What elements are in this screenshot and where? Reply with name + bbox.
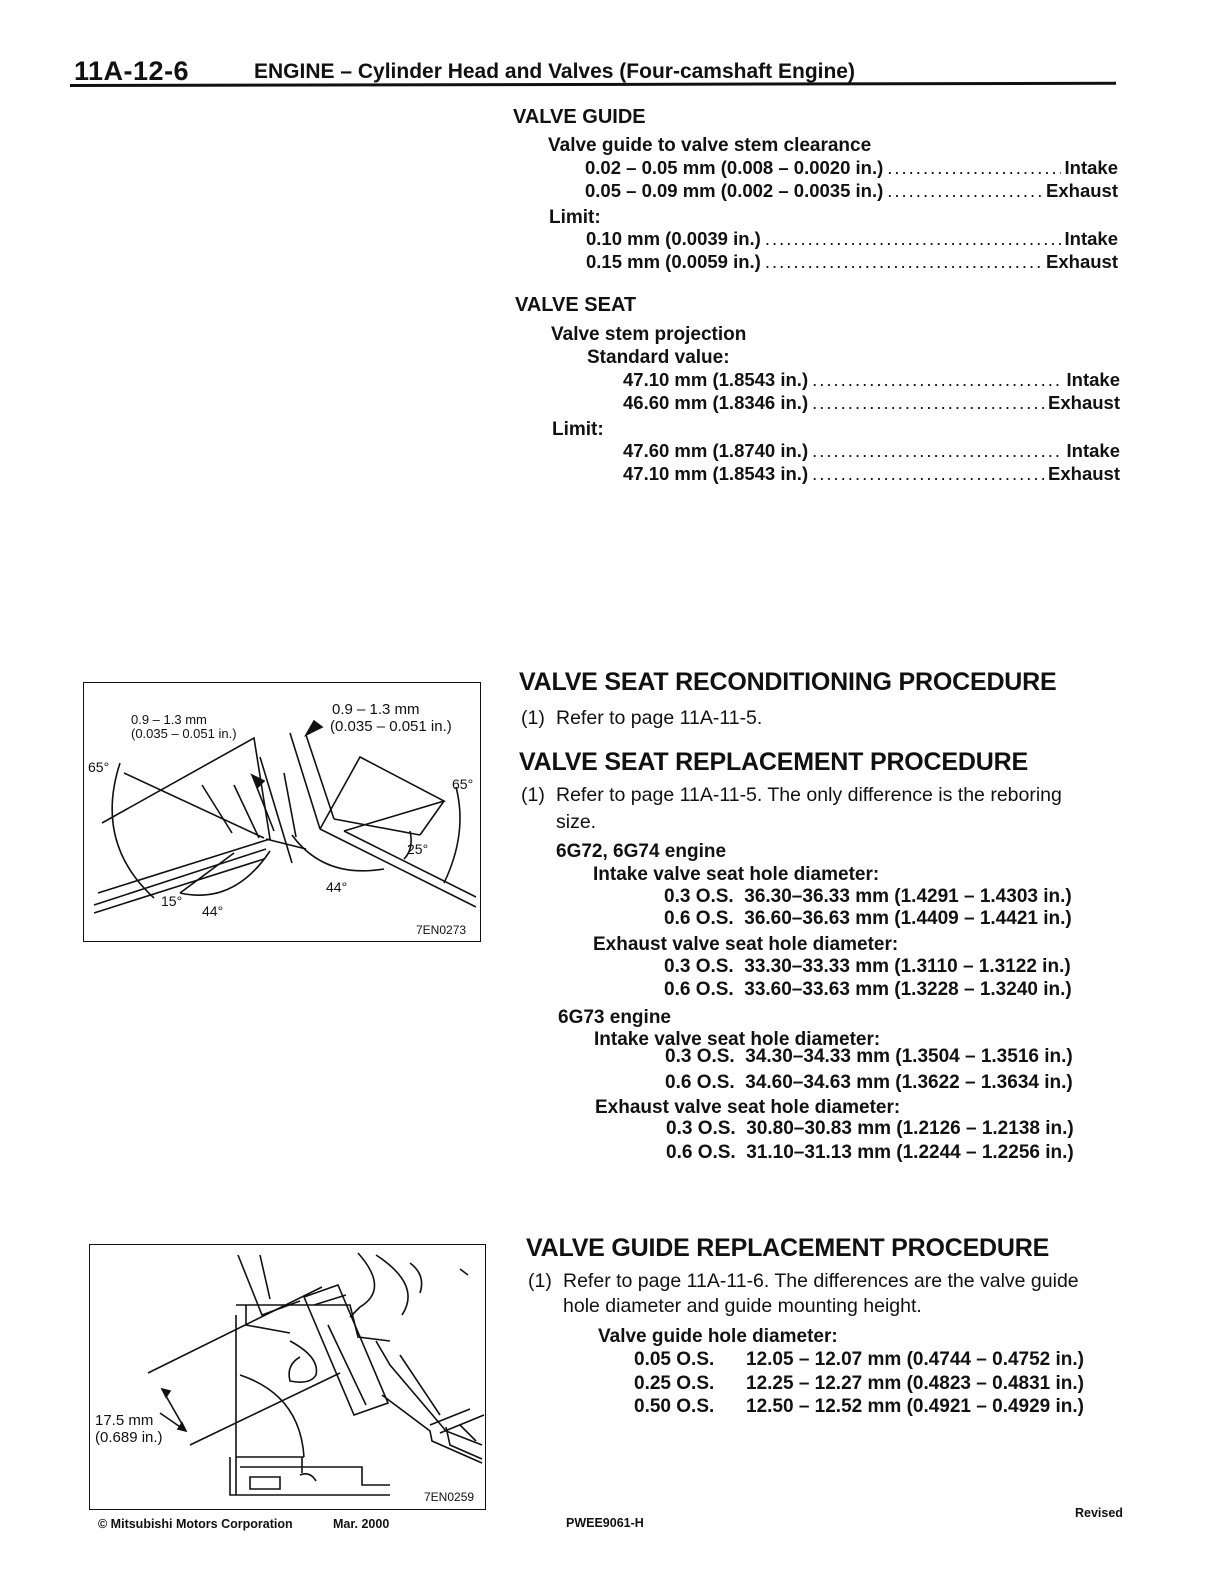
row-side: Intake xyxy=(1064,157,1118,178)
os-size: 0.05 O.S. xyxy=(634,1349,715,1370)
engine-b-exhaust-label: Exhaust valve seat hole diameter: xyxy=(595,1097,901,1118)
valve-seat-angle-figure xyxy=(83,682,481,942)
valve-guide-limit-label: Limit: xyxy=(549,207,601,228)
reconditioning-step-text: Refer to page 11A-11-5. xyxy=(556,707,763,729)
dim-line1: 17.5 mm xyxy=(95,1412,154,1429)
os-size: 0.25 O.S. xyxy=(634,1373,715,1394)
os-value: 36.30–36.33 mm (1.4291 – 1.4303 in.) xyxy=(744,886,1072,907)
engine-b-exhaust-row xyxy=(666,1142,1074,1164)
engine-b-intake-label: Intake valve seat hole diameter: xyxy=(594,1029,881,1050)
leader-dots xyxy=(765,228,1061,250)
footer-copyright: © Mitsubishi Motors Corporation xyxy=(98,1517,293,1531)
row-side: Exhaust xyxy=(1048,392,1120,413)
reconditioning-step-number: (1) xyxy=(521,707,545,729)
row-value: 0.02 – 0.05 mm (0.008 – 0.0020 in.) xyxy=(585,157,884,178)
valve-guide-drawing xyxy=(90,1245,485,1509)
page-title: ENGINE – Cylinder Head and Valves (Four-camshaft Engine) xyxy=(254,60,855,83)
dim-right-line2: (0.035 – 0.051 in.) xyxy=(330,718,452,735)
valve-seat-std-row-intake xyxy=(623,369,1120,391)
valve-guide-std-row-exhaust xyxy=(585,180,1118,202)
figure-code: 7EN0259 xyxy=(424,1490,475,1504)
figure-code: 7EN0273 xyxy=(416,923,467,937)
valve-guide-std-row-intake xyxy=(585,157,1118,179)
angle-44-right: 44° xyxy=(326,879,348,895)
engine-b-exhaust-row xyxy=(666,1118,1074,1140)
valve-seat-limit-label: Limit: xyxy=(552,419,604,440)
row-value: 47.10 mm (1.8543 in.) xyxy=(623,369,809,390)
os-size: 0.50 O.S. xyxy=(634,1396,715,1417)
leader-dots xyxy=(765,251,1042,273)
engine-a-intake-label: Intake valve seat hole diameter: xyxy=(593,864,880,885)
row-value: 47.10 mm (1.8543 in.) xyxy=(623,463,809,484)
dim-right-line1: 0.9 – 1.3 mm xyxy=(332,701,420,718)
engine-6g73-label: 6G73 engine xyxy=(558,1007,671,1028)
os-value: 33.60–33.63 mm (1.3228 – 1.3240 in.) xyxy=(744,979,1072,1000)
valve-seat-limit-row-exhaust xyxy=(623,463,1120,485)
valve-guide-clearance-label: Valve guide to valve stem clearance xyxy=(548,135,872,156)
replacement-heading: VALVE SEAT REPLACEMENT PROCEDURE xyxy=(519,748,1028,776)
replacement-step-line2: size. xyxy=(556,811,597,833)
engine-b-intake-row xyxy=(665,1046,1073,1068)
valve-stem-projection-label: Valve stem projection xyxy=(551,324,747,345)
angle-65-left: 65° xyxy=(88,759,110,775)
angle-44-left: 44° xyxy=(202,903,224,919)
header-rule xyxy=(70,82,1116,87)
os-size: 0.3 O.S. xyxy=(665,1046,735,1067)
replacement-step-number: (1) xyxy=(521,784,545,806)
guide-replacement-heading: VALVE GUIDE REPLACEMENT PROCEDURE xyxy=(526,1234,1050,1262)
footer-doc-code: PWEE9061-H xyxy=(566,1516,644,1530)
os-value: 12.05 – 12.07 mm (0.4744 – 0.4752 in.) xyxy=(746,1349,1085,1370)
os-value: 30.80–30.83 mm (1.2126 – 1.2138 in.) xyxy=(746,1118,1074,1139)
guide-hole-row xyxy=(634,1396,1084,1418)
os-size: 0.3 O.S. xyxy=(664,886,734,907)
valve-guide-limit-row-intake xyxy=(586,228,1118,250)
os-value: 36.60–36.63 mm (1.4409 – 1.4421 in.) xyxy=(744,908,1072,929)
page-code: 11A-12-6 xyxy=(74,56,190,86)
os-value: 12.50 – 12.52 mm (0.4921 – 0.4929 in.) xyxy=(746,1396,1085,1417)
guide-hole-diameter-label: Valve guide hole diameter: xyxy=(598,1326,838,1347)
os-value: 31.10–31.13 mm (1.2244 – 1.2256 in.) xyxy=(746,1142,1074,1163)
angle-25: 25° xyxy=(407,841,429,857)
row-value: 0.05 – 0.09 mm (0.002 – 0.0035 in.) xyxy=(585,180,884,201)
os-size: 0.3 O.S. xyxy=(664,956,734,977)
os-value: 34.30–34.33 mm (1.3504 – 1.3516 in.) xyxy=(745,1046,1073,1067)
os-value: 34.60–34.63 mm (1.3622 – 1.3634 in.) xyxy=(745,1072,1073,1093)
valve-seat-std-row-exhaust xyxy=(623,392,1120,414)
os-value: 12.25 – 12.27 mm (0.4823 – 0.4831 in.) xyxy=(746,1373,1085,1394)
leader-dots xyxy=(887,180,1042,202)
leader-dots xyxy=(812,392,1044,414)
dim-left-line2: (0.035 – 0.051 in.) xyxy=(131,726,237,741)
guide-replacement-step-line1: Refer to page 11A-11-6. The differences are the valve guide xyxy=(563,1270,1079,1292)
guide-replacement-step-line2: hole diameter and guide mounting height. xyxy=(563,1295,922,1317)
os-value: 33.30–33.33 mm (1.3110 – 1.3122 in.) xyxy=(744,956,1071,977)
row-value: 47.60 mm (1.8740 in.) xyxy=(623,440,809,461)
reconditioning-heading: VALVE SEAT RECONDITIONING PROCEDURE xyxy=(519,668,1057,696)
angle-15: 15° xyxy=(161,893,183,909)
engine-a-exhaust-row xyxy=(664,956,1071,978)
valve-seat-limit-row-intake xyxy=(623,440,1120,462)
footer-date: Mar. 2000 xyxy=(333,1517,390,1531)
row-side: Intake xyxy=(1066,369,1120,390)
dim-guide-height xyxy=(95,1412,163,1446)
row-side: Exhaust xyxy=(1048,463,1120,484)
dim-line2: (0.689 in.) xyxy=(95,1429,163,1446)
valve-guide-height-figure xyxy=(89,1244,486,1510)
row-side: Intake xyxy=(1066,440,1120,461)
os-size: 0.6 O.S. xyxy=(666,1142,736,1163)
guide-hole-row xyxy=(634,1373,1084,1395)
engine-a-exhaust-row xyxy=(664,979,1072,1001)
engine-a-intake-row xyxy=(664,886,1072,908)
row-value: 0.10 mm (0.0039 in.) xyxy=(586,228,761,249)
os-size: 0.6 O.S. xyxy=(664,908,734,929)
valve-seat-heading: VALVE SEAT xyxy=(515,294,637,316)
engine-a-exhaust-label: Exhaust valve seat hole diameter: xyxy=(593,934,899,955)
engine-6g72-6g74-label: 6G72, 6G74 engine xyxy=(556,841,727,862)
leader-dots xyxy=(887,157,1060,179)
row-side: Exhaust xyxy=(1046,251,1118,272)
row-value: 46.60 mm (1.8346 in.) xyxy=(623,392,809,413)
row-side: Exhaust xyxy=(1046,180,1118,201)
dim-left-line1: 0.9 – 1.3 mm xyxy=(131,712,207,727)
footer-status: Revised xyxy=(1075,1506,1123,1520)
valve-guide-limit-row-exhaust xyxy=(586,251,1118,273)
angle-65-right: 65° xyxy=(452,776,474,792)
row-value: 0.15 mm (0.0059 in.) xyxy=(586,251,761,272)
leader-dots xyxy=(812,440,1062,462)
guide-replacement-step-number: (1) xyxy=(528,1270,552,1292)
leader-dots xyxy=(812,463,1044,485)
dim-right xyxy=(330,701,452,735)
dim-left xyxy=(131,713,237,741)
engine-b-intake-row xyxy=(665,1072,1073,1094)
engine-a-intake-row xyxy=(664,908,1072,930)
replacement-step-line1: Refer to page 11A-11-5. The only difference is the reboring xyxy=(556,784,1062,806)
os-size: 0.6 O.S. xyxy=(664,979,734,1000)
row-side: Intake xyxy=(1064,228,1118,249)
guide-hole-row xyxy=(634,1349,1084,1371)
standard-value-label: Standard value: xyxy=(587,347,730,368)
os-size: 0.6 O.S. xyxy=(665,1072,735,1093)
leader-dots xyxy=(812,369,1062,391)
valve-guide-heading: VALVE GUIDE xyxy=(513,106,646,128)
os-size: 0.3 O.S. xyxy=(666,1118,736,1139)
